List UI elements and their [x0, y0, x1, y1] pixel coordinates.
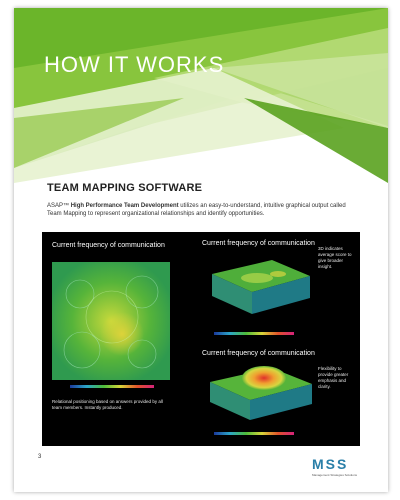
note-bottom-right: Flexibility to provide greater emphasis and clarity. — [318, 366, 349, 389]
note-left: Relational positioning based on answers provided by all team members. Instantly produced. — [52, 399, 163, 410]
team-map-figure — [42, 232, 360, 446]
intro-rest: utilizes an easy-to-understand, intuitive graphical output called Team Mapping to represent organizational relationships and identify opportunities. — [47, 203, 346, 217]
legend-bar-top-right — [214, 332, 294, 335]
logo-tagline: Management Strategies Solutions — [312, 473, 358, 477]
legend-bar-bottom-right — [214, 432, 294, 435]
logo-mark: MSS — [312, 456, 349, 472]
note-top-right: 3D indicates average score to give broader insight. — [318, 246, 352, 269]
document-page — [14, 8, 388, 492]
header-banner — [14, 8, 388, 183]
surface-3d-top — [202, 252, 312, 330]
banner-title: HOW IT WORKS — [44, 52, 225, 77]
panel-bottom-right-title: Current frequency of communication — [202, 350, 315, 357]
panel-top-right-title: Current frequency of communication — [202, 240, 315, 247]
intro-paragraph — [47, 202, 347, 218]
banner-graphic — [14, 8, 388, 183]
legend-bar-left — [70, 385, 154, 388]
intro-bold: High Performance Team Development — [70, 203, 179, 209]
page-number: 3 — [38, 454, 42, 460]
heatmap-2d — [52, 262, 170, 380]
intro-prefix: ASAP™ — [47, 203, 70, 209]
section-title: TEAM MAPPING SOFTWARE — [47, 182, 203, 194]
surface-3d-bottom — [202, 362, 314, 428]
mss-logo — [312, 456, 372, 477]
panel-left-title: Current frequency of communication — [52, 242, 165, 249]
